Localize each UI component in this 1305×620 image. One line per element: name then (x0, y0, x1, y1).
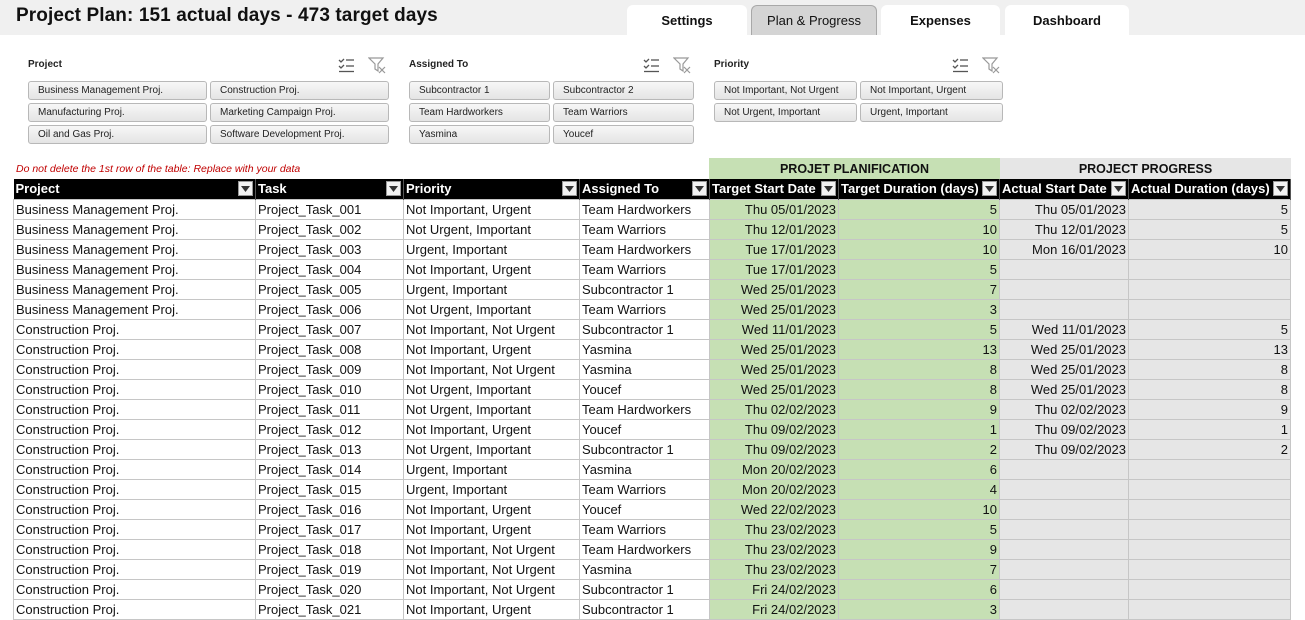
col-target-start-cell[interactable]: Thu 05/01/2023 (710, 199, 839, 219)
col-task-cell[interactable]: Project_Task_020 (256, 579, 404, 599)
col-actual-duration-cell[interactable] (1129, 559, 1291, 579)
col-project-cell[interactable]: Business Management Proj. (14, 219, 256, 239)
band-planification: PROJET PLANIFICATION (709, 158, 1000, 179)
multi-select-icon[interactable] (337, 56, 355, 74)
col-actual-duration-cell[interactable] (1129, 279, 1291, 299)
col-assigned-cell[interactable]: Team Warriors (580, 259, 710, 279)
col-target-duration-cell[interactable]: 6 (839, 459, 1000, 479)
col-assigned-cell[interactable]: Subcontractor 1 (580, 439, 710, 459)
col-project-cell[interactable]: Construction Proj. (14, 519, 256, 539)
col-assigned-cell[interactable]: Team Hardworkers (580, 239, 710, 259)
col-assigned-cell[interactable]: Yasmina (580, 559, 710, 579)
col-task-cell[interactable]: Project_Task_009 (256, 359, 404, 379)
col-target-duration-cell[interactable]: 7 (839, 559, 1000, 579)
col-project-cell[interactable]: Construction Proj. (14, 499, 256, 519)
multi-select-icon[interactable] (642, 56, 660, 74)
col-target-start-cell[interactable]: Tue 17/01/2023 (710, 259, 839, 279)
col-assigned-header (580, 179, 710, 199)
col-assigned-cell[interactable]: Team Hardworkers (580, 539, 710, 559)
table-row (14, 259, 1291, 279)
col-priority-cell[interactable]: Not Important, Not Urgent (404, 319, 580, 339)
slicer-project-item[interactable]: Business Management Proj. (28, 81, 207, 100)
col-actual-duration-cell[interactable]: 8 (1129, 379, 1291, 399)
column-header-label: Actual Start Date (1002, 181, 1107, 197)
col-project-cell[interactable]: Business Management Proj. (14, 199, 256, 219)
table-row (14, 199, 1291, 219)
col-priority-cell[interactable]: Not Important, Not Urgent (404, 359, 580, 379)
col-priority-cell[interactable]: Not Important, Urgent (404, 199, 580, 219)
slicer-priority-item[interactable]: Not Important, Not Urgent (714, 81, 857, 100)
clear-filter-icon[interactable] (673, 56, 691, 74)
col-target-duration-cell[interactable]: 9 (839, 539, 1000, 559)
warning-note: Do not delete the 1st row of the table: Replace with your data (16, 163, 301, 175)
col-project-cell[interactable]: Construction Proj. (14, 599, 256, 619)
col-priority-cell[interactable]: Not Important, Urgent (404, 499, 580, 519)
slicer-assigned-item[interactable]: Team Hardworkers (409, 103, 550, 122)
col-actual-start-cell[interactable] (1000, 539, 1129, 559)
col-actual-start-cell[interactable] (1000, 479, 1129, 499)
filter-dropdown-icon[interactable] (238, 181, 253, 196)
slicer-assigned-item[interactable]: Team Warriors (553, 103, 694, 122)
column-header-label: Task (258, 181, 287, 197)
col-project-cell[interactable]: Business Management Proj. (14, 239, 256, 259)
column-header-label: Actual Duration (days) (1131, 181, 1270, 197)
col-assigned-cell[interactable]: Youcef (580, 419, 710, 439)
multi-select-icon[interactable] (951, 56, 969, 74)
tab-settings[interactable]: Settings (627, 5, 747, 35)
col-target-start-cell[interactable]: Thu 23/02/2023 (710, 539, 839, 559)
col-priority-cell[interactable]: Not Important, Urgent (404, 519, 580, 539)
col-actual-start-cell[interactable]: Thu 09/02/2023 (1000, 439, 1129, 459)
col-actual-start-cell[interactable]: Thu 12/01/2023 (1000, 219, 1129, 239)
col-actual-duration-cell[interactable]: 5 (1129, 319, 1291, 339)
col-project-cell[interactable]: Business Management Proj. (14, 279, 256, 299)
col-target-duration-cell[interactable]: 13 (839, 339, 1000, 359)
col-task-cell[interactable]: Project_Task_017 (256, 519, 404, 539)
col-task-cell[interactable]: Project_Task_010 (256, 379, 404, 399)
col-actual-start-cell[interactable]: Thu 05/01/2023 (1000, 199, 1129, 219)
slicer-assigned-item[interactable]: Youcef (553, 125, 694, 144)
table-row (14, 359, 1291, 379)
col-actual-duration-cell[interactable] (1129, 459, 1291, 479)
filter-dropdown-icon[interactable] (386, 181, 401, 196)
col-project-cell[interactable]: Construction Proj. (14, 399, 256, 419)
col-task-cell[interactable]: Project_Task_002 (256, 219, 404, 239)
table-row (14, 579, 1291, 599)
table-row (14, 299, 1291, 319)
col-actual-start-cell[interactable] (1000, 499, 1129, 519)
col-actual-duration-cell[interactable]: 10 (1129, 239, 1291, 259)
col-target-start-cell[interactable]: Thu 23/02/2023 (710, 519, 839, 539)
band-progress: PROJECT PROGRESS (1000, 158, 1291, 179)
col-target-duration-header (839, 179, 1000, 199)
col-actual-start-cell[interactable]: Wed 11/01/2023 (1000, 319, 1129, 339)
slicer-project-item[interactable]: Manufacturing Proj. (28, 103, 207, 122)
col-actual-start-cell[interactable] (1000, 459, 1129, 479)
slicer-priority-item[interactable]: Urgent, Important (860, 103, 1003, 122)
col-target-start-cell[interactable]: Mon 20/02/2023 (710, 459, 839, 479)
slicer-assigned-title: Assigned To (409, 59, 469, 70)
col-task-cell[interactable]: Project_Task_012 (256, 419, 404, 439)
col-target-start-cell[interactable]: Thu 12/01/2023 (710, 219, 839, 239)
table-row (14, 319, 1291, 339)
col-target-start-cell[interactable]: Thu 02/02/2023 (710, 399, 839, 419)
table-body (14, 199, 1291, 619)
col-task-cell[interactable]: Project_Task_013 (256, 439, 404, 459)
col-actual-start-cell[interactable]: Wed 25/01/2023 (1000, 339, 1129, 359)
col-actual-duration-cell[interactable]: 5 (1129, 199, 1291, 219)
col-target-duration-cell[interactable]: 1 (839, 419, 1000, 439)
col-project-header (14, 179, 256, 199)
col-task-cell[interactable]: Project_Task_006 (256, 299, 404, 319)
col-project-cell[interactable]: Construction Proj. (14, 359, 256, 379)
col-target-start-cell[interactable]: Thu 23/02/2023 (710, 559, 839, 579)
col-task-cell[interactable]: Project_Task_001 (256, 199, 404, 219)
col-target-start-cell[interactable]: Wed 25/01/2023 (710, 339, 839, 359)
slicer-assigned-item[interactable]: Yasmina (409, 125, 550, 144)
col-target-start-cell[interactable]: Thu 09/02/2023 (710, 439, 839, 459)
table-row (14, 419, 1291, 439)
col-actual-duration-cell[interactable] (1129, 259, 1291, 279)
col-priority-cell[interactable]: Not Important, Not Urgent (404, 559, 580, 579)
col-priority-cell[interactable]: Not Important, Urgent (404, 339, 580, 359)
col-priority-cell[interactable]: Not Important, Not Urgent (404, 579, 580, 599)
col-actual-duration-cell[interactable] (1129, 499, 1291, 519)
column-header-label: Target Duration (days) (841, 181, 979, 197)
col-task-cell[interactable]: Project_Task_003 (256, 239, 404, 259)
col-target-start-cell[interactable]: Wed 11/01/2023 (710, 319, 839, 339)
col-target-duration-cell[interactable]: 8 (839, 379, 1000, 399)
col-target-start-cell[interactable]: Wed 25/01/2023 (710, 279, 839, 299)
col-priority-cell[interactable]: Urgent, Important (404, 479, 580, 499)
filter-dropdown-icon[interactable] (821, 181, 836, 196)
table-row (14, 279, 1291, 299)
col-project-cell[interactable]: Construction Proj. (14, 479, 256, 499)
col-actual-start-cell[interactable]: Mon 16/01/2023 (1000, 239, 1129, 259)
col-target-start-cell[interactable]: Fri 24/02/2023 (710, 579, 839, 599)
col-target-duration-cell[interactable]: 10 (839, 239, 1000, 259)
col-project-cell[interactable]: Construction Proj. (14, 319, 256, 339)
column-header-label: Project (15, 181, 60, 197)
col-priority-cell[interactable]: Urgent, Important (404, 239, 580, 259)
slicer-project-item[interactable]: Oil and Gas Proj. (28, 125, 207, 144)
col-actual-start-cell[interactable]: Thu 09/02/2023 (1000, 419, 1129, 439)
col-project-cell[interactable]: Construction Proj. (14, 379, 256, 399)
col-actual-duration-cell[interactable]: 8 (1129, 359, 1291, 379)
table-row (14, 599, 1291, 619)
col-task-cell[interactable]: Project_Task_019 (256, 559, 404, 579)
slicer-project-title: Project (28, 59, 62, 70)
col-assigned-cell[interactable]: Team Warriors (580, 479, 710, 499)
col-target-duration-cell[interactable]: 9 (839, 399, 1000, 419)
col-priority-cell[interactable]: Urgent, Important (404, 279, 580, 299)
col-assigned-cell[interactable]: Team Warriors (580, 519, 710, 539)
col-project-cell[interactable]: Construction Proj. (14, 559, 256, 579)
col-target-start-cell[interactable]: Wed 25/01/2023 (710, 299, 839, 319)
table-row (14, 439, 1291, 459)
col-task-cell[interactable]: Project_Task_007 (256, 319, 404, 339)
plan-table (13, 179, 1291, 620)
table-header-row (14, 179, 1291, 199)
col-assigned-cell[interactable]: Subcontractor 1 (580, 579, 710, 599)
col-project-cell[interactable]: Construction Proj. (14, 439, 256, 459)
col-priority-cell[interactable]: Not Important, Urgent (404, 259, 580, 279)
table-row (14, 459, 1291, 479)
slicer-project-item[interactable]: Construction Proj. (210, 81, 389, 100)
col-priority-cell[interactable]: Not Urgent, Important (404, 439, 580, 459)
col-assigned-cell[interactable]: Team Warriors (580, 299, 710, 319)
col-actual-duration-cell[interactable]: 13 (1129, 339, 1291, 359)
slicer-assigned-item[interactable]: Subcontractor 1 (409, 81, 550, 100)
col-target-start-cell[interactable]: Fri 24/02/2023 (710, 599, 839, 619)
col-project-cell[interactable]: Construction Proj. (14, 419, 256, 439)
col-target-start-cell[interactable]: Mon 20/02/2023 (710, 479, 839, 499)
table-row (14, 379, 1291, 399)
filter-dropdown-icon[interactable] (1273, 181, 1288, 196)
col-project-cell[interactable]: Construction Proj. (14, 579, 256, 599)
col-assigned-cell[interactable]: Yasmina (580, 359, 710, 379)
table-row (14, 559, 1291, 579)
col-assigned-cell[interactable]: Team Hardworkers (580, 399, 710, 419)
col-task-cell[interactable]: Project_Task_008 (256, 339, 404, 359)
slicer-priority-title: Priority (714, 59, 750, 70)
col-task-cell[interactable]: Project_Task_015 (256, 479, 404, 499)
tab-plan-progress[interactable]: Plan & Progress (751, 5, 877, 35)
col-actual-start-cell[interactable] (1000, 559, 1129, 579)
col-actual-start-cell[interactable]: Wed 25/01/2023 (1000, 379, 1129, 399)
col-target-duration-cell[interactable]: 3 (839, 299, 1000, 319)
page-title: Project Plan: 151 actual days - 473 target days (16, 5, 438, 26)
col-actual-duration-cell[interactable] (1129, 579, 1291, 599)
clear-filter-icon[interactable] (368, 56, 386, 74)
col-priority-cell[interactable]: Not Urgent, Important (404, 379, 580, 399)
col-priority-header (404, 179, 580, 199)
slicer-priority-item[interactable]: Not Important, Urgent (860, 81, 1003, 100)
col-actual-start-cell[interactable]: Thu 02/02/2023 (1000, 399, 1129, 419)
col-actual-duration-cell[interactable]: 9 (1129, 399, 1291, 419)
col-task-cell[interactable]: Project_Task_004 (256, 259, 404, 279)
col-project-cell[interactable]: Construction Proj. (14, 539, 256, 559)
slicer-assigned-item[interactable]: Subcontractor 2 (553, 81, 694, 100)
col-task-cell[interactable]: Project_Task_011 (256, 399, 404, 419)
col-target-duration-cell[interactable]: 3 (839, 599, 1000, 619)
slicer-priority-item[interactable]: Not Urgent, Important (714, 103, 857, 122)
col-target-start-cell[interactable]: Tue 17/01/2023 (710, 239, 839, 259)
col-target-duration-cell[interactable]: 8 (839, 359, 1000, 379)
col-actual-duration-cell[interactable] (1129, 599, 1291, 619)
col-actual-start-cell[interactable] (1000, 299, 1129, 319)
col-target-start-cell[interactable]: Thu 09/02/2023 (710, 419, 839, 439)
clear-filter-icon[interactable] (982, 56, 1000, 74)
column-header-label: Assigned To (582, 181, 660, 197)
col-task-cell[interactable]: Project_Task_016 (256, 499, 404, 519)
table-row (14, 499, 1291, 519)
col-target-duration-cell[interactable]: 7 (839, 279, 1000, 299)
col-assigned-cell[interactable]: Subcontractor 1 (580, 279, 710, 299)
col-actual-duration-cell[interactable]: 5 (1129, 219, 1291, 239)
col-actual-start-cell[interactable]: Wed 25/01/2023 (1000, 359, 1129, 379)
col-actual-duration-cell[interactable]: 1 (1129, 419, 1291, 439)
col-target-duration-cell[interactable]: 10 (839, 499, 1000, 519)
col-target-duration-cell[interactable]: 5 (839, 259, 1000, 279)
col-target-start-cell[interactable]: Wed 25/01/2023 (710, 359, 839, 379)
col-priority-cell[interactable]: Not Urgent, Important (404, 299, 580, 319)
col-assigned-cell[interactable]: Youcef (580, 499, 710, 519)
table-row (14, 239, 1291, 259)
col-assigned-cell[interactable]: Subcontractor 1 (580, 599, 710, 619)
col-actual-start-cell[interactable] (1000, 259, 1129, 279)
col-actual-duration-header (1129, 179, 1291, 199)
col-priority-cell[interactable]: Not Important, Not Urgent (404, 539, 580, 559)
col-actual-start-cell[interactable] (1000, 579, 1129, 599)
table-row (14, 339, 1291, 359)
col-assigned-cell[interactable]: Team Hardworkers (580, 199, 710, 219)
col-target-duration-cell[interactable]: 5 (839, 519, 1000, 539)
col-assigned-cell[interactable]: Youcef (580, 379, 710, 399)
col-task-cell[interactable]: Project_Task_021 (256, 599, 404, 619)
col-priority-cell[interactable]: Not Urgent, Important (404, 219, 580, 239)
table-row (14, 479, 1291, 499)
filter-dropdown-icon[interactable] (1111, 181, 1126, 196)
col-assigned-cell[interactable]: Yasmina (580, 459, 710, 479)
col-assigned-cell[interactable]: Team Warriors (580, 219, 710, 239)
col-target-duration-cell[interactable]: 2 (839, 439, 1000, 459)
col-target-duration-cell[interactable]: 5 (839, 199, 1000, 219)
col-actual-start-header (1000, 179, 1129, 199)
col-target-duration-cell[interactable]: 4 (839, 479, 1000, 499)
col-target-start-header (710, 179, 839, 199)
col-project-cell[interactable]: Business Management Proj. (14, 259, 256, 279)
col-actual-start-cell[interactable] (1000, 599, 1129, 619)
table-row (14, 219, 1291, 239)
col-target-duration-cell[interactable]: 5 (839, 319, 1000, 339)
table-row (14, 539, 1291, 559)
col-assigned-cell[interactable]: Yasmina (580, 339, 710, 359)
tab-dashboard[interactable]: Dashboard (1005, 5, 1129, 35)
table-row (14, 519, 1291, 539)
tab-expenses[interactable]: Expenses (881, 5, 1000, 35)
col-actual-duration-cell[interactable] (1129, 299, 1291, 319)
col-priority-cell[interactable]: Not Important, Urgent (404, 599, 580, 619)
col-target-duration-cell[interactable]: 6 (839, 579, 1000, 599)
col-assigned-cell[interactable]: Subcontractor 1 (580, 319, 710, 339)
col-actual-start-cell[interactable] (1000, 519, 1129, 539)
col-project-cell[interactable]: Construction Proj. (14, 459, 256, 479)
col-task-cell[interactable]: Project_Task_014 (256, 459, 404, 479)
column-header-label: Target Start Date (712, 181, 816, 197)
col-task-cell[interactable]: Project_Task_018 (256, 539, 404, 559)
col-target-start-cell[interactable]: Wed 22/02/2023 (710, 499, 839, 519)
col-priority-cell[interactable]: Urgent, Important (404, 459, 580, 479)
filter-dropdown-icon[interactable] (562, 181, 577, 196)
column-header-label: Priority (406, 181, 452, 197)
col-target-duration-cell[interactable]: 10 (839, 219, 1000, 239)
col-priority-cell[interactable]: Not Urgent, Important (404, 399, 580, 419)
slicer-project-item[interactable]: Marketing Campaign Proj. (210, 103, 389, 122)
col-target-start-cell[interactable]: Wed 25/01/2023 (710, 379, 839, 399)
col-task-header (256, 179, 404, 199)
col-actual-duration-cell[interactable] (1129, 479, 1291, 499)
col-priority-cell[interactable]: Not Important, Urgent (404, 419, 580, 439)
filter-dropdown-icon[interactable] (692, 181, 707, 196)
col-task-cell[interactable]: Project_Task_005 (256, 279, 404, 299)
col-actual-duration-cell[interactable]: 2 (1129, 439, 1291, 459)
col-actual-start-cell[interactable] (1000, 279, 1129, 299)
col-project-cell[interactable]: Construction Proj. (14, 339, 256, 359)
col-actual-duration-cell[interactable] (1129, 519, 1291, 539)
filter-dropdown-icon[interactable] (982, 181, 997, 196)
col-actual-duration-cell[interactable] (1129, 539, 1291, 559)
slicer-project-item[interactable]: Software Development Proj. (210, 125, 389, 144)
col-project-cell[interactable]: Business Management Proj. (14, 299, 256, 319)
table-row (14, 399, 1291, 419)
